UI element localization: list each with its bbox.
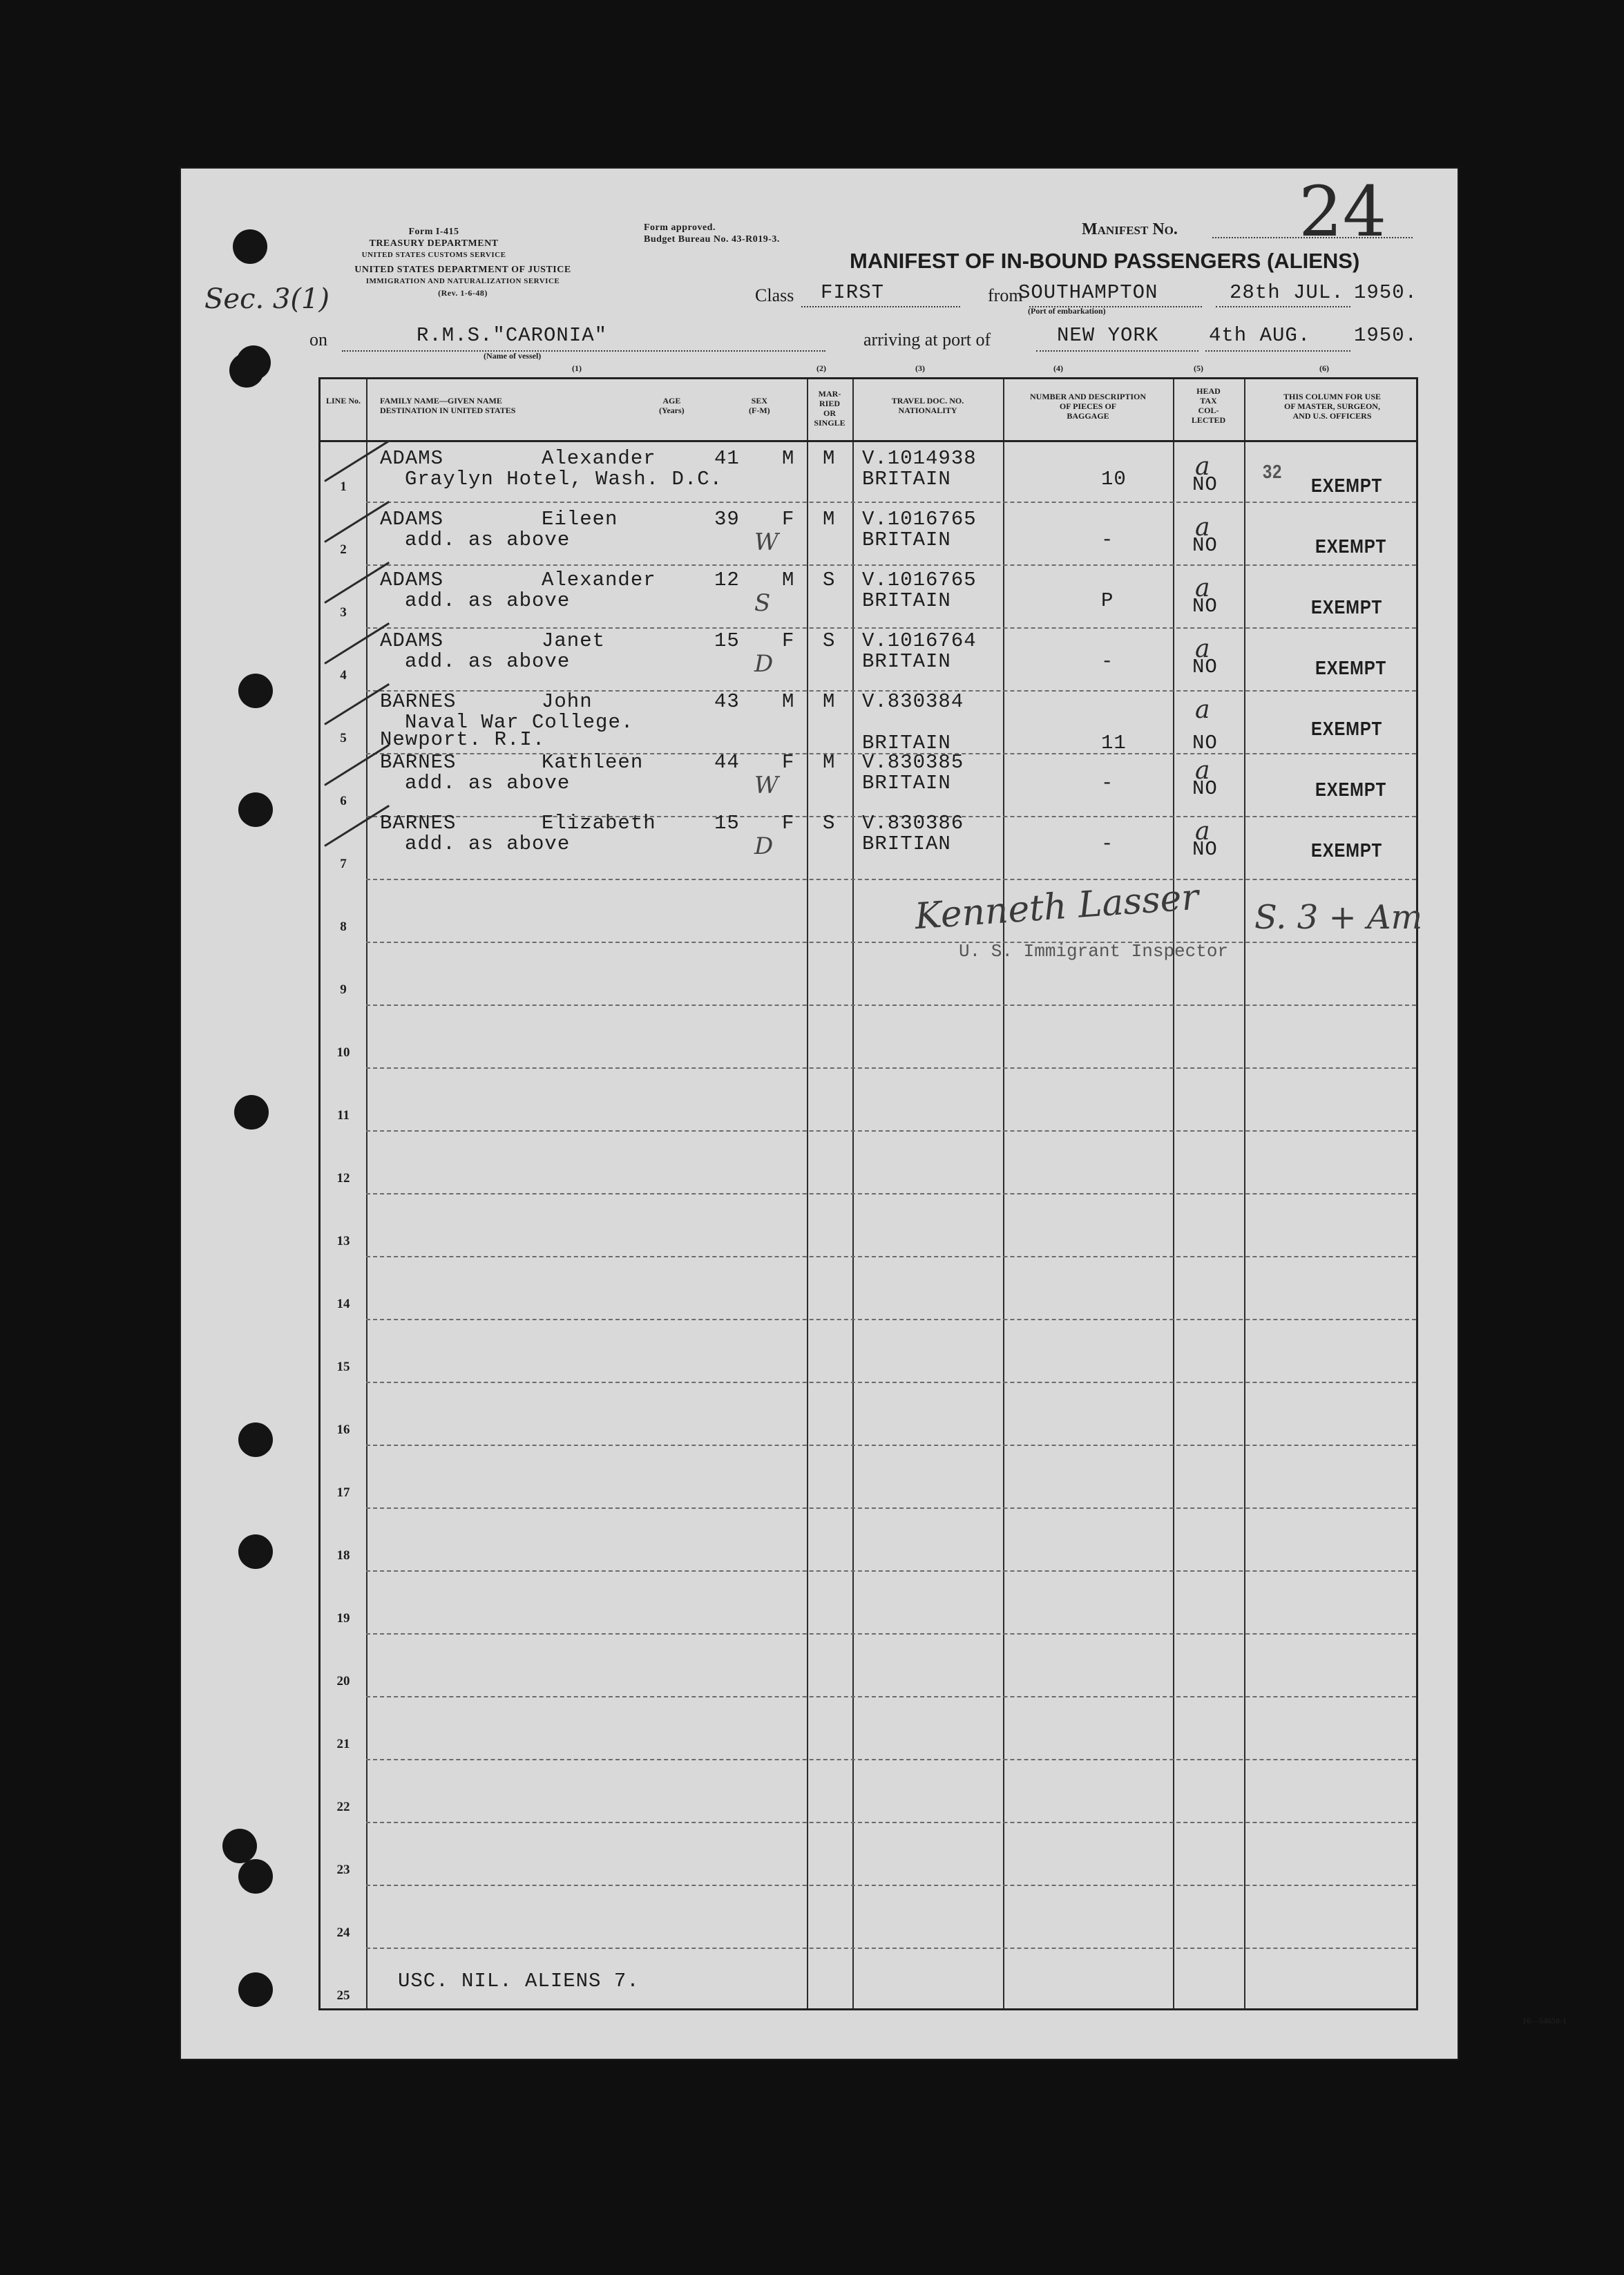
from-label: from	[988, 285, 1023, 305]
line-number: 16	[336, 1422, 350, 1437]
head-tax-mark: a	[1195, 574, 1210, 602]
punch-hole	[238, 1859, 273, 1894]
arrival-date-line	[1205, 350, 1350, 352]
passenger-row	[321, 569, 1416, 629]
passenger-age: 15	[714, 812, 740, 835]
passenger-travel-doc: V.1016765	[862, 508, 977, 531]
row-rule	[366, 1822, 1416, 1823]
passenger-surname: ADAMS	[380, 508, 444, 531]
line-number: 19	[336, 1611, 350, 1626]
line-number: 11	[337, 1108, 350, 1123]
handwritten-mark: W	[754, 772, 778, 799]
inspector-signature: Kenneth Lasser	[913, 876, 1201, 938]
punch-hole	[234, 1095, 269, 1130]
handwritten-mark: S	[754, 589, 771, 617]
form-header-left	[330, 226, 537, 261]
head-tax-mark: a	[1195, 696, 1210, 724]
justice-department: UNITED STATES DEPARTMENT OF JUSTICE	[354, 265, 571, 275]
col-header-name: FAMILY NAME—GIVEN NAME DESTINATION IN UNITED STATES	[380, 396, 516, 415]
passenger-given-name: Janet	[542, 629, 606, 652]
row-rule	[366, 1885, 1416, 1886]
passenger-sex: F	[782, 508, 795, 531]
handwritten-mark: D	[754, 832, 774, 860]
row-rule	[366, 1759, 1416, 1760]
date-line	[1216, 306, 1350, 307]
col-num-4: (4)	[1053, 363, 1063, 373]
head-tax-status: NO	[1192, 777, 1218, 800]
passenger-row	[321, 447, 1416, 508]
passenger-given-name: Elizabeth	[542, 812, 656, 835]
passenger-nationality: BRITAIN	[862, 772, 951, 794]
line-number: 10	[336, 1045, 350, 1060]
passenger-nationality: BRITAIN	[862, 468, 951, 491]
line-number: 2	[340, 542, 347, 557]
arrival-port: NEW YORK	[1057, 324, 1159, 347]
class-line	[801, 306, 960, 307]
ins-service: IMMIGRATION AND NATURALIZATION SERVICE	[365, 277, 560, 285]
punch-hole	[222, 1829, 257, 1863]
departure-date: 28th JUL.	[1230, 281, 1344, 304]
passenger-surname: ADAMS	[380, 629, 444, 652]
vessel-caption: (Name of vessel)	[484, 351, 542, 361]
row-rule	[366, 1319, 1416, 1320]
passenger-surname: ADAMS	[380, 447, 444, 470]
passenger-destination: add. as above	[405, 650, 571, 673]
row-rule	[366, 1382, 1416, 1383]
line-number: 9	[340, 982, 347, 997]
passenger-marital-status: M	[823, 508, 836, 531]
passenger-nationality: BRITAIN	[862, 650, 951, 673]
passenger-sex: M	[782, 569, 795, 591]
passenger-baggage: -	[1101, 650, 1114, 673]
head-tax-mark: a	[1195, 453, 1210, 481]
passenger-given-name: Alexander	[542, 569, 656, 591]
class-value: FIRST	[821, 281, 885, 304]
passenger-travel-doc: V.1016765	[862, 569, 977, 591]
line-number: 20	[336, 1674, 350, 1688]
arriving-label: arriving at port of	[863, 330, 991, 350]
handwritten-mark: D	[754, 650, 774, 678]
passenger-destination: add. as above	[405, 589, 571, 612]
summary-line: USC. NIL. ALIENS 7.	[398, 1970, 640, 1992]
arrival-port-line	[1036, 350, 1198, 352]
passenger-given-name: Eileen	[542, 508, 618, 531]
passenger-age: 41	[714, 447, 740, 470]
port-of-embarkation: SOUTHAMPTON	[1018, 281, 1158, 304]
row-rule	[366, 1696, 1416, 1697]
col-header-age: AGE (Years)	[659, 396, 685, 415]
passenger-travel-doc: V.830385	[862, 751, 964, 774]
row-rule	[366, 1570, 1416, 1572]
passenger-row	[321, 751, 1416, 812]
form-revision: (Rev. 1-6-48)	[438, 288, 488, 298]
head-tax-mark: a	[1195, 817, 1210, 846]
officer-exempt-stamp: EXEMPT	[1315, 779, 1386, 800]
col-num-6: (6)	[1319, 363, 1329, 373]
line-number: 23	[336, 1863, 350, 1877]
line-number: 8	[340, 920, 347, 934]
passenger-nationality: BRITIAN	[862, 832, 951, 855]
head-tax-status: NO	[1192, 534, 1218, 557]
officer-exempt-stamp: EXEMPT	[1311, 839, 1382, 861]
head-tax-mark: a	[1195, 635, 1210, 663]
passenger-baggage: P	[1101, 589, 1114, 612]
row-rule	[366, 1507, 1416, 1509]
col-header-baggage: NUMBER AND DESCRIPTION OF PIECES OF BAGGAGE	[1029, 392, 1147, 421]
passenger-age: 43	[714, 690, 740, 713]
row-rule	[366, 1067, 1416, 1069]
passenger-sex: M	[782, 690, 795, 713]
row-rule	[366, 1633, 1416, 1635]
passenger-nationality: BRITAIN	[862, 732, 951, 754]
row-rule	[366, 942, 1416, 943]
passenger-destination-line-2: Newport. R.I.	[380, 728, 546, 751]
passenger-travel-doc: V.830386	[862, 812, 964, 835]
line-number: 22	[336, 1800, 350, 1814]
row-rule	[366, 1005, 1416, 1006]
passenger-surname: BARNES	[380, 690, 457, 713]
row-rule	[366, 1256, 1416, 1257]
officer-exempt-stamp: EXEMPT	[1311, 475, 1382, 496]
passenger-sex: F	[782, 629, 795, 652]
row-rule	[366, 1445, 1416, 1446]
passenger-row	[321, 690, 1416, 754]
col-header-head-tax: HEAD TAX COL- LECTED	[1191, 386, 1226, 425]
passenger-destination: add. as above	[405, 529, 571, 551]
passenger-sex: F	[782, 751, 795, 774]
passenger-baggage: -	[1101, 529, 1114, 551]
manifest-number-handwritten: 24	[1299, 171, 1387, 252]
line-number: 7	[340, 857, 347, 871]
passenger-marital-status: S	[823, 569, 836, 591]
col-num-5: (5)	[1194, 363, 1203, 373]
form-header-justice	[304, 264, 622, 299]
head-tax-mark: a	[1195, 513, 1210, 542]
budget-bureau-no: Budget Bureau No. 43-R019-3.	[644, 234, 780, 245]
line-number: 5	[340, 731, 347, 745]
passenger-marital-status: M	[823, 447, 836, 470]
line-number: 18	[336, 1548, 350, 1563]
form-approval	[644, 222, 780, 245]
passenger-given-name: John	[542, 690, 593, 713]
col-num-1: (1)	[572, 363, 582, 373]
passenger-given-name: Alexander	[542, 447, 656, 470]
passenger-sex: F	[782, 812, 795, 835]
passenger-travel-doc: V.830384	[862, 690, 964, 713]
passenger-surname: BARNES	[380, 751, 457, 774]
passenger-baggage: 11	[1101, 732, 1127, 754]
row-rule	[366, 1193, 1416, 1194]
port-embark-caption: (Port of embarkation)	[1028, 306, 1106, 316]
manifest-title: MANIFEST OF IN-BOUND PASSENGERS (ALIENS)	[850, 249, 1360, 273]
header-rule	[321, 440, 1416, 442]
passenger-given-name: Kathleen	[542, 751, 644, 774]
passenger-marital-status: S	[823, 629, 836, 652]
passenger-destination: Graylyn Hotel, Wash. D.C.	[405, 468, 723, 491]
officer-exempt-stamp: EXEMPT	[1311, 596, 1382, 618]
passenger-row	[321, 629, 1416, 690]
col-header-married: MAR- RIED OR SINGLE	[814, 389, 846, 428]
punch-hole	[238, 1422, 273, 1457]
col-header-sex: SEX (F-M)	[749, 396, 770, 415]
passenger-travel-doc: V.1016764	[862, 629, 977, 652]
line-number: 12	[336, 1171, 350, 1186]
officer-exempt-stamp: EXEMPT	[1311, 718, 1382, 739]
head-tax-status: NO	[1192, 473, 1218, 496]
vessel-name: R.M.S."CARONIA"	[417, 324, 608, 347]
passenger-destination: add. as above	[405, 772, 571, 794]
passenger-row	[321, 508, 1416, 569]
passenger-surname: BARNES	[380, 812, 457, 835]
head-tax-status: NO	[1192, 838, 1218, 861]
punch-hole	[238, 1534, 273, 1569]
line-number: 25	[336, 1988, 350, 2003]
passenger-marital-status: M	[823, 751, 836, 774]
line-number: 15	[336, 1360, 350, 1374]
on-label: on	[309, 330, 327, 350]
officer-exempt-stamp: EXEMPT	[1315, 535, 1386, 557]
treasury-department: TREASURY DEPARTMENT	[369, 238, 499, 249]
inspector-annotation: S. 3 + Am	[1254, 898, 1423, 937]
row-rule	[366, 1948, 1416, 1949]
passenger-age: 39	[714, 508, 740, 531]
arrival-year: 1950.	[1354, 324, 1418, 347]
col-num-3: (3)	[915, 363, 925, 373]
passenger-travel-doc: V.1014938	[862, 447, 977, 470]
passenger-table	[318, 377, 1418, 2010]
margin-section-note: Sec. 3(1)	[204, 283, 330, 315]
punch-hole	[238, 792, 273, 827]
passenger-baggage: -	[1101, 832, 1114, 855]
line-number: 21	[336, 1737, 350, 1751]
col-num-2: (2)	[816, 363, 826, 373]
form-approved-text: Form approved.	[644, 222, 716, 233]
col-header-travel: TRAVEL DOC. NO. NATIONALITY	[891, 396, 964, 415]
row-rule	[366, 1130, 1416, 1132]
line-number: 14	[336, 1297, 350, 1311]
punch-hole	[229, 353, 264, 388]
passenger-age: 44	[714, 751, 740, 774]
passenger-marital-status: S	[823, 812, 836, 835]
officer-note: 32	[1263, 461, 1283, 482]
line-number: 3	[340, 605, 347, 620]
vessel-line	[342, 350, 825, 352]
officer-exempt-stamp: EXEMPT	[1315, 657, 1386, 678]
passenger-nationality: BRITAIN	[862, 589, 951, 612]
passenger-age: 12	[714, 569, 740, 591]
punch-hole	[238, 1972, 273, 2007]
line-number: 13	[336, 1234, 350, 1248]
line-number: 1	[340, 479, 347, 494]
col-header-line: LINE No.	[325, 396, 361, 406]
passenger-surname: ADAMS	[380, 569, 444, 591]
passenger-destination: Naval War College.	[405, 711, 634, 734]
arrival-date: 4th AUG.	[1209, 324, 1311, 347]
passenger-nationality: BRITAIN	[862, 529, 951, 551]
departure-year: 1950.	[1354, 281, 1418, 304]
passenger-baggage: 10	[1101, 468, 1127, 491]
manifest-no-label: Manifest No.	[1082, 220, 1178, 238]
form-number: Form I-415	[408, 227, 459, 237]
passenger-marital-status: M	[823, 690, 836, 713]
passenger-sex: M	[782, 447, 795, 470]
inspector-title: U. S. Immigrant Inspector	[959, 941, 1229, 962]
line-number: 17	[336, 1485, 350, 1500]
handwritten-mark: W	[754, 529, 778, 556]
passenger-row	[321, 812, 1416, 873]
row-rule	[366, 879, 1416, 880]
class-label: Class	[755, 285, 794, 305]
col-header-officers: THIS COLUMN FOR USE OF MASTER, SURGEON, AND U.S. OFFICERS	[1283, 392, 1382, 421]
punch-hole	[238, 674, 273, 708]
head-tax-status: NO	[1192, 656, 1218, 678]
form-print-code: 16—54650-1	[1522, 2016, 1567, 2026]
line-number: 24	[336, 1925, 350, 1940]
head-tax-status: NO	[1192, 595, 1218, 618]
passenger-baggage: -	[1101, 772, 1114, 794]
punch-hole	[233, 229, 267, 264]
line-number: 4	[340, 668, 347, 683]
passenger-destination: add. as above	[405, 832, 571, 855]
head-tax-mark: a	[1195, 756, 1210, 785]
head-tax-status: NO	[1192, 732, 1218, 754]
customs-service: UNITED STATES CUSTOMS SERVICE	[361, 251, 506, 259]
line-number: 6	[340, 794, 347, 808]
passenger-age: 15	[714, 629, 740, 652]
